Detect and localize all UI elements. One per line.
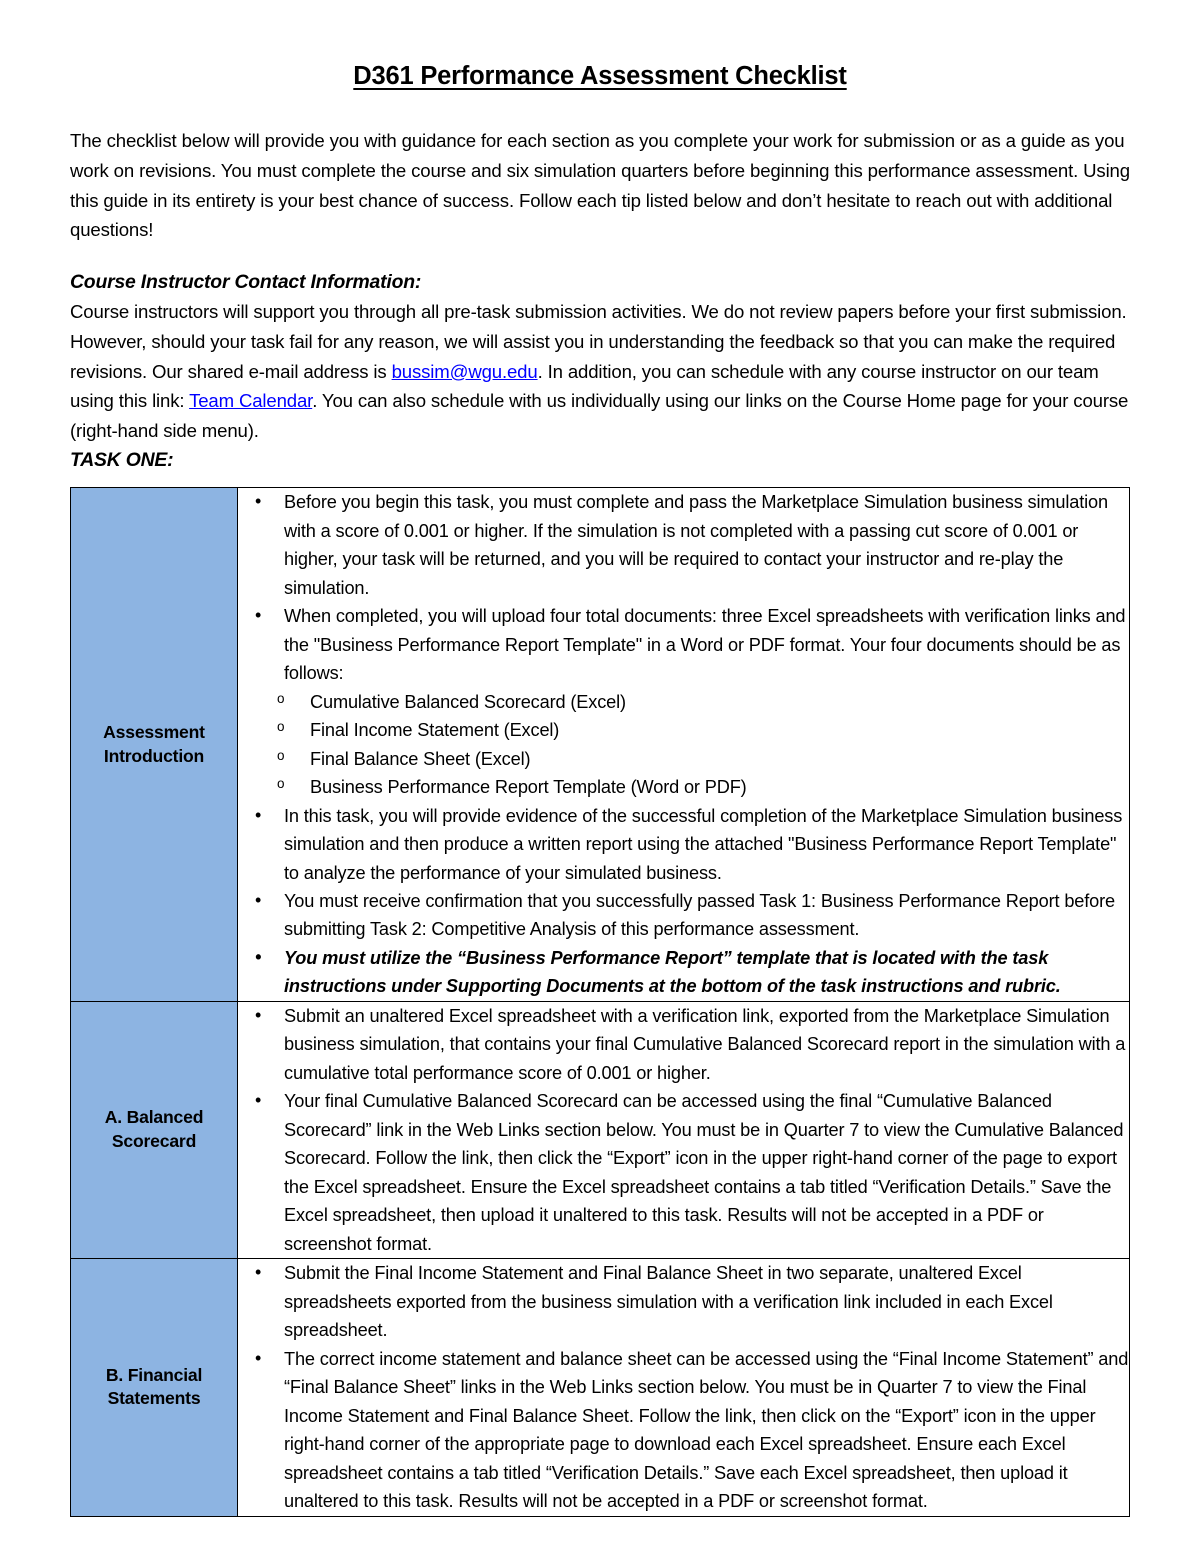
list-item: • The correct income statement and balance sheet can be accessed using the “Final Income Statement” and “Final Balance Sheet” links in the Web Links section below. You must be in Quarter 7 to view the Final Income Statement and Final Balance Sheet. Follow the link, then click on the “Export” icon in the upper right-hand corner of the appropriate page to download each Excel spreadsheet. Ensure each Excel spreadsheet contains a tab titled “Verification Details.” Save each Excel spreadsheet, then upload it unaltered to this task. Results will not be accepted in a PDF or screenshot format. <box>284 1345 1129 1516</box>
row-content-financial-statements <box>238 1259 1130 1516</box>
bullet-list-level-1 <box>238 1259 1129 1515</box>
list-item: o Business Performance Report Template (Word or PDF) <box>310 773 1129 801</box>
list-item: • In this task, you will provide evidence of the successful completion of the Marketplace Simulation business simulation and then produce a written report using the attached "Business Performance Report Template" to analyze the performance of your simulated business. <box>284 802 1129 887</box>
list-item: o Final Income Statement (Excel) <box>310 716 1129 744</box>
table-row <box>71 1259 1130 1516</box>
bullet-list-level-2 <box>238 688 1129 802</box>
intro-paragraph: The checklist below will provide you with guidance for each section as you complete your work for submission or as a guide as you work on revisions. You must complete the course and six simulation quarters before beginning this performance assessment. Using this guide in its entirety is your best chance of success. Follow each tip listed below and don’t hesitate to reach out with additional questions! <box>70 130 1130 241</box>
row-label-financial-statements: B. Financial Statements <box>71 1259 238 1516</box>
page-title: D361 Performance Assessment Checklist <box>353 62 847 90</box>
task-one-heading: TASK ONE: <box>70 448 174 471</box>
bullet-list-level-1 <box>238 488 1129 687</box>
list-item-emphasized: • You must utilize the “Business Performance Report” template that is located with the task instructions under Supporting Documents at the bottom of the task instructions and rubric. <box>284 944 1129 1001</box>
checklist-table-body <box>71 488 1130 1516</box>
bullet-list-level-1-continued <box>238 802 1129 1001</box>
list-item: • Your final Cumulative Balanced Scorecard can be accessed using the final “Cumulative Balanced Scorecard” link in the Web Links section below. You must be in Quarter 7 to view the Cumulative Balanced Scorecard. Follow the link, then click the “Export” icon in the upper right-hand corner of the page to export the Excel spreadsheet. Ensure the Excel spreadsheet contains a tab titled “Verification Details.” Save the Excel spreadsheet, then upload it unaltered to this task. Results will not be accepted in a PDF or screenshot format. <box>284 1087 1129 1258</box>
contact-information-paragraph <box>70 297 1130 446</box>
list-item: • Submit the Final Income Statement and Final Balance Sheet in two separate, unaltered Excel spreadsheets exported from the business simulation with a verification link included in each Excel spreadsheet. <box>284 1259 1129 1344</box>
team-calendar-link[interactable]: Team Calendar <box>189 390 313 412</box>
contact-text-trailing: . You can also schedule with us individually using our links on the Course Home page for your course (right-hand side menu). <box>70 390 1129 442</box>
row-label-balanced-scorecard: A. Balanced Scorecard <box>71 1001 238 1258</box>
list-item: • Submit an unaltered Excel spreadsheet with a verification link, exported from the Marketplace Simulation business simulation, that contains your final Cumulative Balanced Scorecard report in the simulation with a cumulative total performance score of 0.001 or higher. <box>284 1002 1129 1087</box>
table-row <box>71 488 1130 1002</box>
table-row <box>71 1001 1130 1258</box>
list-item: • You must receive confirmation that you successfully passed Task 1: Business Performance Report before submitting Task 2: Competitive Analysis of this performance assessment. <box>284 887 1129 944</box>
row-content-balanced-scorecard <box>238 1001 1130 1258</box>
list-item: o Cumulative Balanced Scorecard (Excel) <box>310 688 1129 716</box>
contact-text-middle: . In addition, you can schedule with any course instructor on our team using this link: <box>70 360 1099 412</box>
instructor-email-link[interactable]: bussim@wgu.edu <box>391 360 538 382</box>
checklist-table <box>70 487 1130 1516</box>
row-content-assessment-introduction <box>238 488 1130 1002</box>
list-item: • When completed, you will upload four total documents: three Excel spreadsheets with verification links and the "Business Performance Report Template" in a Word or PDF format. Your four documents should be as follows: <box>284 602 1129 687</box>
list-item: o Final Balance Sheet (Excel) <box>310 745 1129 773</box>
bullet-list-level-1 <box>238 1002 1129 1258</box>
list-item: • Before you begin this task, you must complete and pass the Marketplace Simulation business simulation with a score of 0.001 or higher. If the simulation is not completed with a passing cut score of 0.001 or higher, your task will be returned, and you will be required to contact your instructor and re-play the simulation. <box>284 488 1129 602</box>
contact-text-leading: Course instructors will support you through all pre-task submission activities. We do not review papers before your first submission. However, should your task fail for any reason, we will assist you in understanding the feedback so that you can make the required revisions. Our shared e-mail address is <box>70 301 1127 382</box>
contact-information-heading: Course Instructor Contact Information: <box>70 271 422 294</box>
row-label-assessment-introduction: Assessment Introduction <box>71 488 238 1002</box>
